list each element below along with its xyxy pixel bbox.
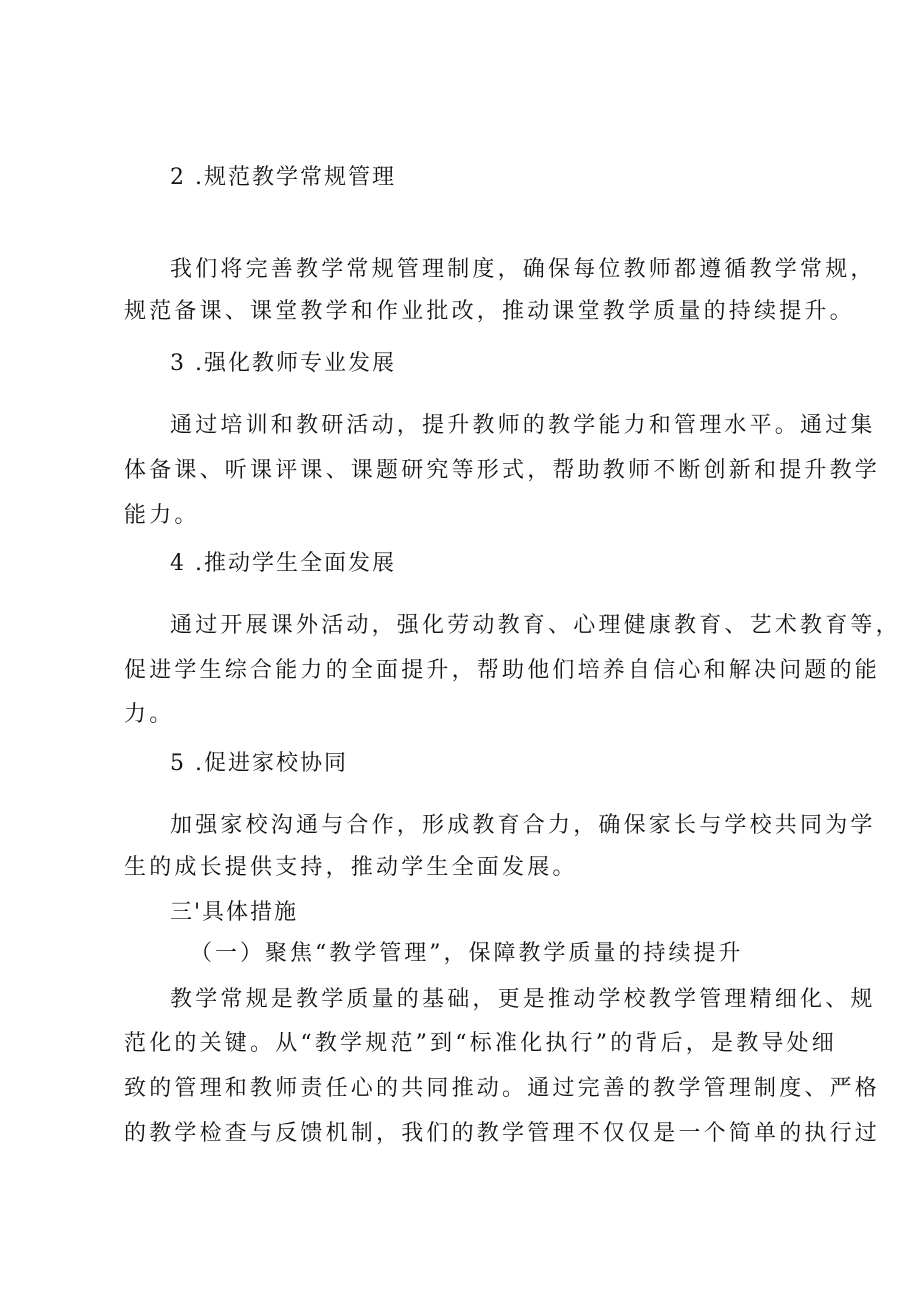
heading-3: 3 .强化教师专业发展 [170,351,396,376]
subsection-1-title: （一）聚焦“教学管理”，保障教学质量的持续提升 [190,941,744,966]
paragraph-3-line-2: 体备课、听课评课、课题研究等形式，帮助教师不断创新和提升教学 [124,458,881,483]
heading-4: 4 .推动学生全面发展 [170,551,396,576]
paragraph-2-line-1: 我们将完善教学常规管理制度，确保每位教师都遵循教学常规， [170,257,876,282]
paragraph-6-line-3: 致的管理和教师责任心的共同推动。通过完善的教学管理制度、严格 [124,1076,881,1101]
paragraph-3-line-1: 通过培训和教研活动，提升教师的教学能力和管理水平。通过集 [170,413,876,438]
paragraph-6-line-2: 范化的关键。从“教学规范”到“标准化执行”的背后，是教导处细 [124,1031,837,1056]
paragraph-2-line-2: 规范备课、课堂教学和作业批改，推动课堂教学质量的持续提升。 [124,299,855,324]
paragraph-4-line-2: 促进学生综合能力的全面提升，帮助他们培养自信心和解决问题的能 [124,658,881,683]
paragraph-3-line-3: 能力。 [124,503,200,528]
paragraph-6-line-1: 教学常规是教学质量的基础，更是推动学校教学管理精细化、规 [170,987,876,1012]
paragraph-5-line-1: 加强家校沟通与合作，形成教育合力，确保家长与学校共同为学 [170,813,876,838]
paragraph-4-line-1: 通过开展课外活动，强化劳动教育、心理健康教育、艺术教育等， [170,613,901,638]
paragraph-5-line-2: 生的成长提供支持，推动学生全面发展。 [124,855,578,880]
heading-5: 5 .促进家校协同 [170,751,348,776]
paragraph-6-line-4: 的教学检查与反馈机制，我们的教学管理不仅仅是一个简单的执行过 [124,1121,881,1146]
heading-2: 2 .规范教学常规管理 [170,165,396,190]
paragraph-4-line-3: 力。 [124,702,175,727]
section-3-title: 三'具体措施 [170,900,299,925]
